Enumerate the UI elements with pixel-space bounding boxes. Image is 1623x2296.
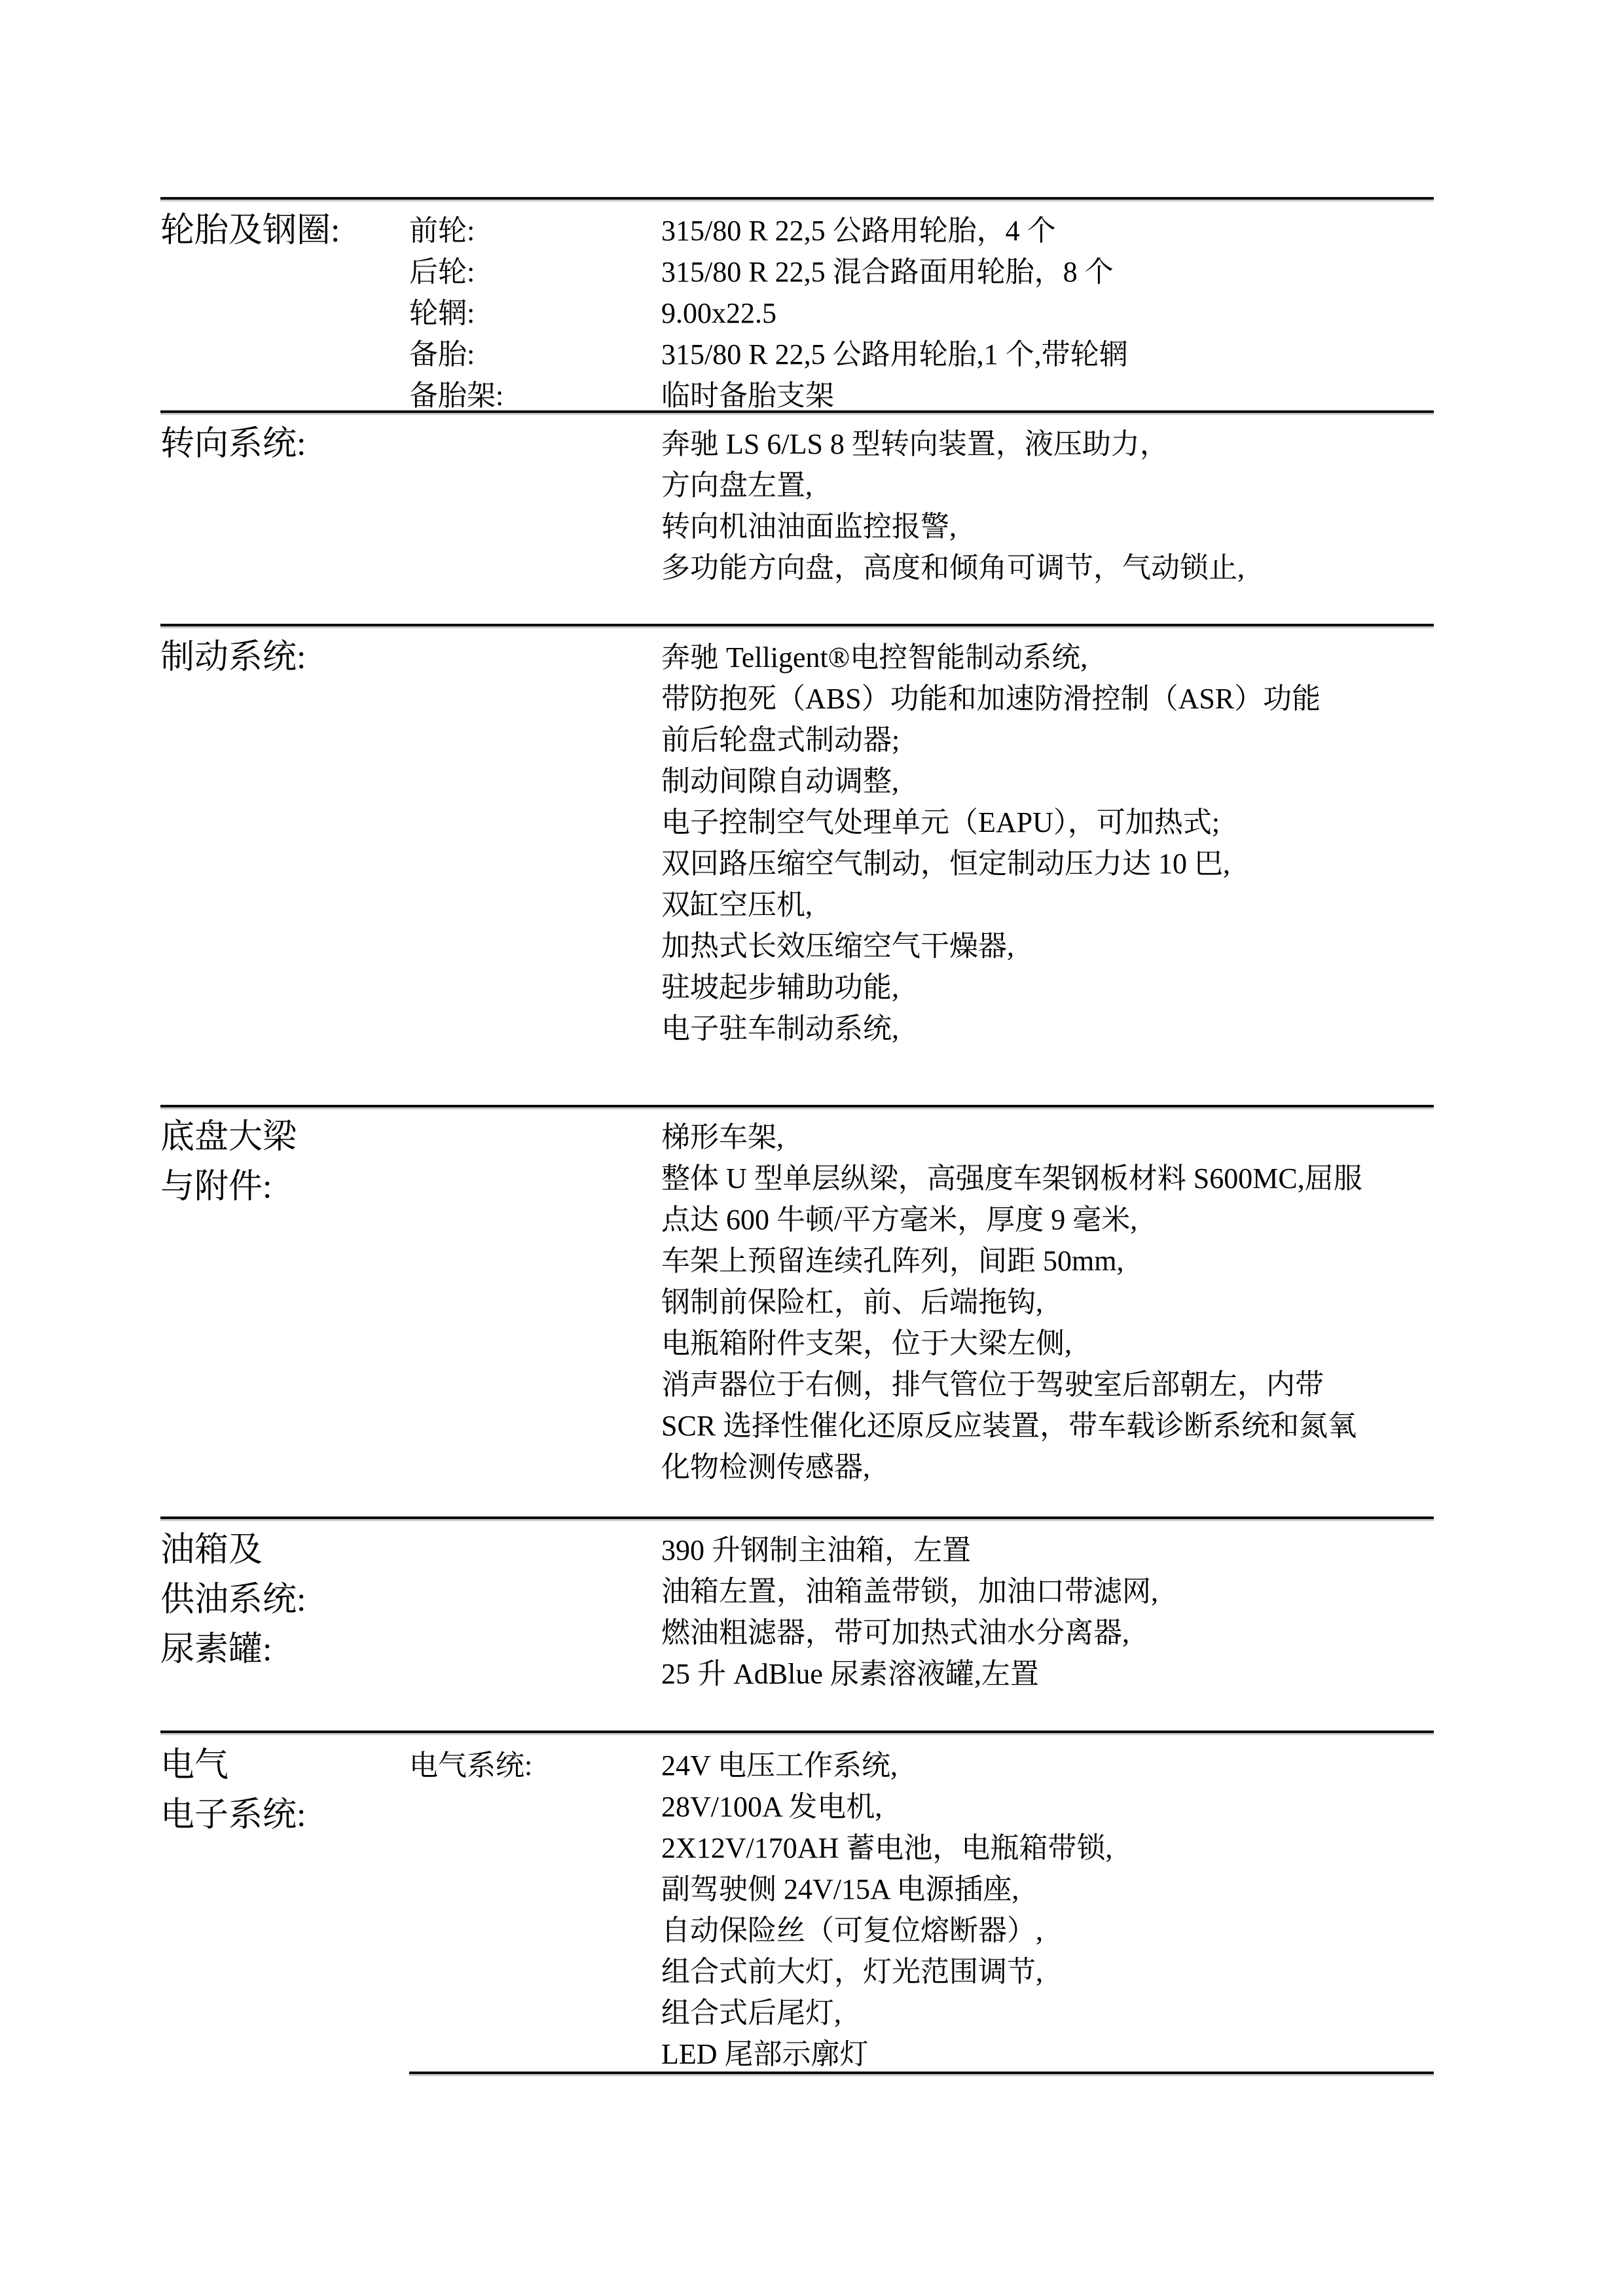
spec-value: 奔驰 Telligent®电控智能制动系统, [661,641,1088,673]
section-label-line: 轮胎及钢圈: [160,212,340,249]
spec-row [409,1008,1434,1049]
spec-value: 制动间隙自动调整, [661,765,899,797]
spec-row [409,678,1434,719]
spec-value: 双回路压缩空气制动，恒定制动压力达 10 巴, [661,848,1230,880]
section-rows [409,1117,1434,1488]
spec-row [409,210,1434,251]
spec-sublabel: 后轮: [409,256,475,288]
spec-row [409,1364,1434,1405]
spec-row [409,719,1434,761]
spec-row [409,2034,1434,2075]
spec-row [409,1323,1434,1364]
spec-row [409,1199,1434,1240]
section-steering-system [160,423,1434,620]
section-divider [160,1105,1434,1109]
section-rows [409,1745,1434,2075]
spec-row [409,547,1434,588]
spec-row [409,1117,1434,1158]
spec-row [409,1530,1434,1571]
section-fuel-system [160,1530,1434,1726]
spec-value: 梯形车架, [661,1121,784,1153]
spec-value: 390 升钢制主油箱，左置 [661,1534,971,1566]
section-electrical-system [160,1745,1434,2069]
spec-value: 前后轮盘式制动器; [661,724,900,756]
section-label [160,1530,409,1679]
spec-value: 整体 U 型单层纵梁，高强度车架钢板材料 S600MC,屈服 [661,1162,1362,1194]
spec-value: 电子控制空气处理单元（EAPU），可加热式; [661,806,1220,838]
section-tires-and-rims [160,210,1434,412]
spec-value: 315/80 R 22,5 公路用轮胎,1 个,带轮辋 [661,338,1128,370]
section-brake-system [160,637,1434,1095]
spec-sublabel: 电气系统: [409,1749,533,1782]
spec-value: 9.00x22.5 [661,297,776,329]
spec-value: 25 升 AdBlue 尿素溶液罐,左置 [661,1658,1039,1690]
spec-row [409,1571,1434,1612]
spec-value: 电子驻车制动系统, [661,1013,899,1045]
spec-value: 多功能方向盘，高度和倾角可调节，气动锁止, [661,552,1245,584]
section-label [160,210,409,260]
spec-row [409,506,1434,547]
spec-row [409,1158,1434,1199]
spec-row [409,761,1434,802]
spec-value: 转向机油油面监控报警, [661,511,957,543]
section-label-line: 与附件: [160,1168,272,1206]
section-rows [409,1530,1434,1695]
spec-value: 双缸空压机, [661,889,812,921]
spec-value: 油箱左置，油箱盖带锁，加油口带滤网, [661,1575,1158,1607]
spec-value: 化物检测传感器, [661,1451,870,1483]
spec-sublabel: 轮辋: [409,297,475,329]
spec-value: 方向盘左置, [661,469,812,501]
section-label-line: 底盘大梁 [160,1119,297,1156]
spec-row [409,1612,1434,1653]
spec-value: 28V/100A 发电机, [661,1791,883,1823]
section-divider [160,624,1434,628]
spec-row [409,1910,1434,1951]
spec-row [409,251,1434,293]
spec-row [409,843,1434,884]
spec-value: 2X12V/170AH 蓄电池，电瓶箱带锁, [661,1832,1113,1864]
spec-sublabel: 前轮: [409,215,475,247]
section-label [160,1745,409,1844]
spec-value: 燃油粗滤器，带可加热式油水分离器, [661,1617,1129,1649]
spec-sublabel: 备胎架: [409,380,504,412]
section-label-line: 电子系统: [160,1797,306,1834]
spec-row [409,637,1434,678]
spec-row [409,423,1434,465]
spec-row [409,1405,1434,1446]
section-label [160,423,409,473]
spec-row [409,884,1434,925]
section-label-line: 电气 [160,1747,229,1784]
spec-value: 驻坡起步辅助功能, [661,971,899,1003]
section-divider [160,1731,1434,1735]
spec-value: LED 尾部示廓灯 [661,2038,869,2070]
section-label-line: 制动系统: [160,639,306,676]
spec-value: 车架上预留连续孔阵列，间距 50mm, [661,1245,1124,1277]
section-chassis-frame [160,1117,1434,1509]
spec-row [409,334,1434,375]
spec-value: 点达 600 牛顿/平方毫米，厚度 9 毫米, [661,1204,1138,1236]
spec-value: SCR 选择性催化还原反应装置，带车载诊断系统和氮氧 [661,1410,1357,1442]
spec-value: 自动保险丝（可复位熔断器）, [661,1914,1043,1946]
spec-row [409,925,1434,967]
spec-value: 消声器位于右侧，排气管位于驾驶室后部朝左，内带 [661,1369,1324,1401]
section-divider [160,1516,1434,1521]
section-rows [409,423,1434,588]
spec-value: 临时备胎支架 [661,380,834,412]
section-rows [409,637,1434,1049]
spec-row [409,1992,1434,2034]
spec-value: 组合式前大灯，灯光范围调节, [661,1956,1043,1988]
section-rows [409,210,1434,416]
spec-sublabel: 备胎: [409,338,475,370]
spec-row [409,1786,1434,1827]
spec-value: 加热式长效压缩空气干燥器, [661,930,1014,962]
spec-value: 带防抱死（ABS）功能和加速防滑控制（ASR）功能 [661,683,1321,715]
section-label-line: 尿素罐: [160,1631,272,1668]
spec-row [409,1240,1434,1282]
section-label-line: 油箱及 [160,1532,263,1569]
section-label [160,637,409,687]
spec-row [409,293,1434,334]
spec-value: 电瓶箱附件支架，位于大梁左侧, [661,1327,1072,1359]
spec-row [409,1827,1434,1869]
spec-row [409,802,1434,843]
spec-value: 副驾驶侧 24V/15A 电源插座, [661,1873,1019,1905]
section-label [160,1117,409,1216]
spec-value: 奔驰 LS 6/LS 8 型转向装置，液压助力， [661,428,1169,460]
spec-row [409,1446,1434,1488]
spec-value: 315/80 R 22,5 混合路面用轮胎，8 个 [661,256,1114,288]
spec-row [409,967,1434,1008]
spec-value: 24V 电压工作系统, [661,1749,898,1782]
spec-row [409,1869,1434,1910]
spec-value: 315/80 R 22,5 公路用轮胎，4 个 [661,215,1056,247]
section-divider [160,197,1434,202]
spec-value: 组合式后尾灯, [661,1997,841,2029]
section-label-line: 供油系统: [160,1581,306,1619]
spec-row [409,465,1434,506]
spec-row [409,375,1434,416]
spec-row [409,1282,1434,1323]
spec-value: 钢制前保险杠，前、后端拖钩, [661,1286,1043,1318]
section-label-line: 转向系统: [160,425,306,463]
spec-row [409,1653,1434,1695]
spec-row [409,1745,1434,1786]
spec-row [409,1951,1434,1992]
